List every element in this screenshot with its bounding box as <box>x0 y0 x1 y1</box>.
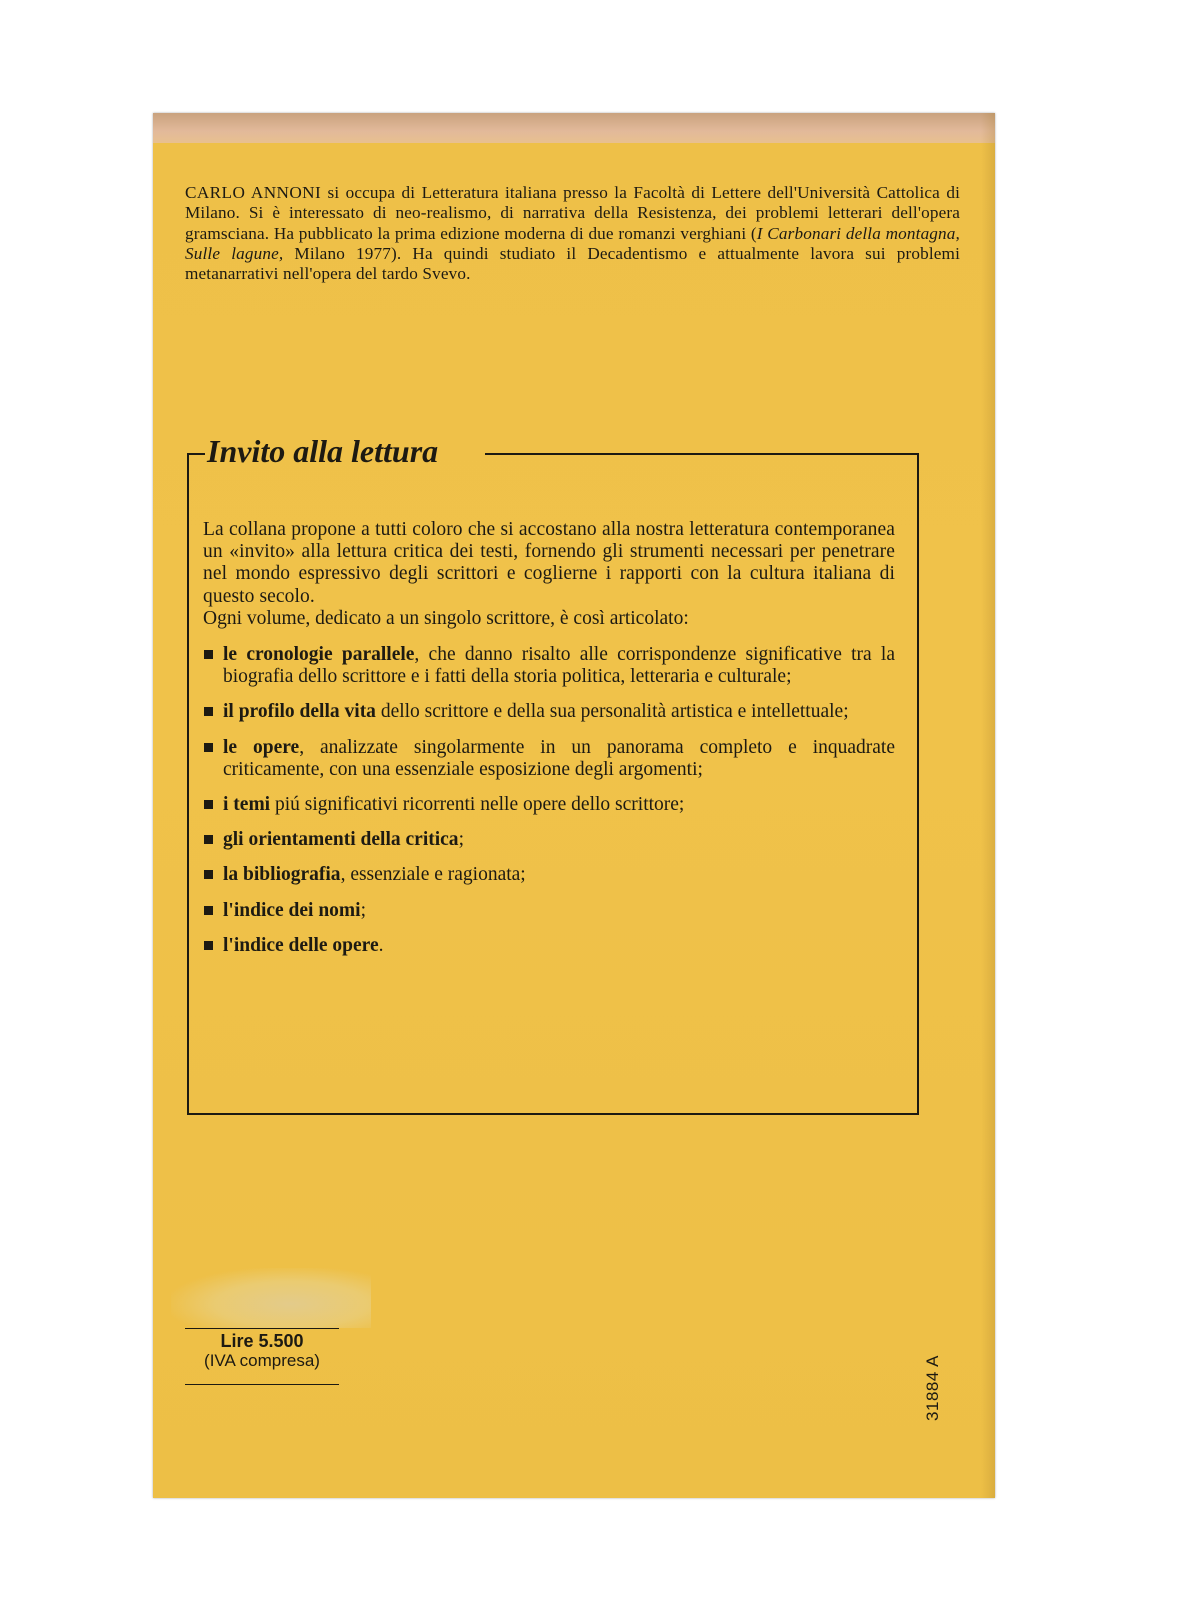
book-back-cover <box>153 113 995 1498</box>
feature-item <box>203 829 895 851</box>
feature-description: ; <box>458 829 464 851</box>
series-description-box <box>187 433 919 1115</box>
price-vat-note: (IVA compresa) <box>204 1351 320 1370</box>
feature-list <box>203 644 895 957</box>
feature-description: ; <box>360 899 367 921</box>
square-bullet-icon <box>204 800 213 809</box>
frame-rule-left <box>189 453 205 455</box>
feature-term: la bibliografia <box>223 864 341 886</box>
series-intro-structure: Ogni volume, dedicato a un singolo scrittore, è così articolato: <box>203 607 689 629</box>
feature-item <box>203 644 895 688</box>
feature-item <box>203 737 895 781</box>
bio-text-1: si occupa di Letteratura italiana presso la Facoltà di Lettere dell'Università Cattolica di Milano. Si è interessato di neo-realismo, di narrativa della Resistenza, dei problemi letterari dell'opera gramsciana. Ha pubblicato la prima edizione moderna di due romanzi verghiani ( <box>185 183 960 243</box>
feature-term: i temi <box>223 794 271 816</box>
feature-term: il profilo della vita <box>223 701 376 723</box>
square-bullet-icon <box>204 743 213 752</box>
feature-item <box>203 864 895 886</box>
page-edge-top <box>153 113 995 143</box>
feature-term: le cronologie parallele <box>223 644 415 666</box>
feature-description: , analizzate singolarmente in un panorama completo e inquadrate criticamente, con una essenziale esposizione degli argomenti; <box>223 736 895 780</box>
frame-rule-right <box>485 453 917 455</box>
price-rule-top <box>185 1328 339 1329</box>
feature-description: dello scrittore e della sua personalità artistica e intellettuale; <box>375 701 849 723</box>
square-bullet-icon <box>204 707 213 716</box>
feature-item <box>203 794 895 816</box>
square-bullet-icon <box>204 941 213 950</box>
series-title: Invito alla lettura <box>207 433 439 469</box>
feature-item <box>203 900 895 922</box>
paper-stain <box>171 1268 371 1328</box>
feature-description: , essenziale e ragionata; <box>340 864 526 886</box>
series-intro: La collana propone a tutti coloro che si accostano alla nostra letteratura contemporanea un «invito» alla lettura critica dei testi, fornendo gli strumenti necessari per penetrare nel mondo espressivo degli scrittori e coglierne i rapporti con la cultura italiana di questo secolo. <box>203 519 895 607</box>
series-body <box>203 519 895 970</box>
page-edge-right <box>981 113 995 1498</box>
square-bullet-icon <box>204 906 213 915</box>
feature-term: le opere <box>223 736 300 758</box>
square-bullet-icon <box>204 835 213 844</box>
feature-term: l'indice delle opere <box>223 934 379 956</box>
price-label <box>185 1328 339 1385</box>
square-bullet-icon <box>204 870 213 879</box>
feature-description: piú significativi ricorrenti nelle opere dello scrittore; <box>270 794 685 816</box>
feature-term: gli orientamenti della critica <box>223 829 459 851</box>
author-biography <box>185 183 960 284</box>
feature-item <box>203 935 895 957</box>
catalog-code: 31884 A <box>923 1355 942 1421</box>
price-rule-bottom <box>185 1384 339 1385</box>
feature-description: , che danno risalto alle corrispondenze significative tra la biografia dello scrittore e i fatti della storia politica, letteraria e culturale; <box>223 644 895 688</box>
bio-works-title: I Carbonari della montagna, Sulle lagune, <box>185 223 960 263</box>
square-bullet-icon <box>204 650 213 659</box>
feature-item <box>203 701 895 723</box>
price-amount: Lire 5.500 <box>220 1331 304 1351</box>
feature-description: . <box>378 934 384 956</box>
bio-text-2: Milano 1977). Ha quindi studiato il Decadentismo e attualmente lavora sui problemi metanarrativi nell'opera del tardo Svevo. <box>185 243 960 284</box>
author-name: CARLO ANNONI <box>185 183 322 202</box>
feature-term: l'indice dei nomi <box>223 899 361 921</box>
